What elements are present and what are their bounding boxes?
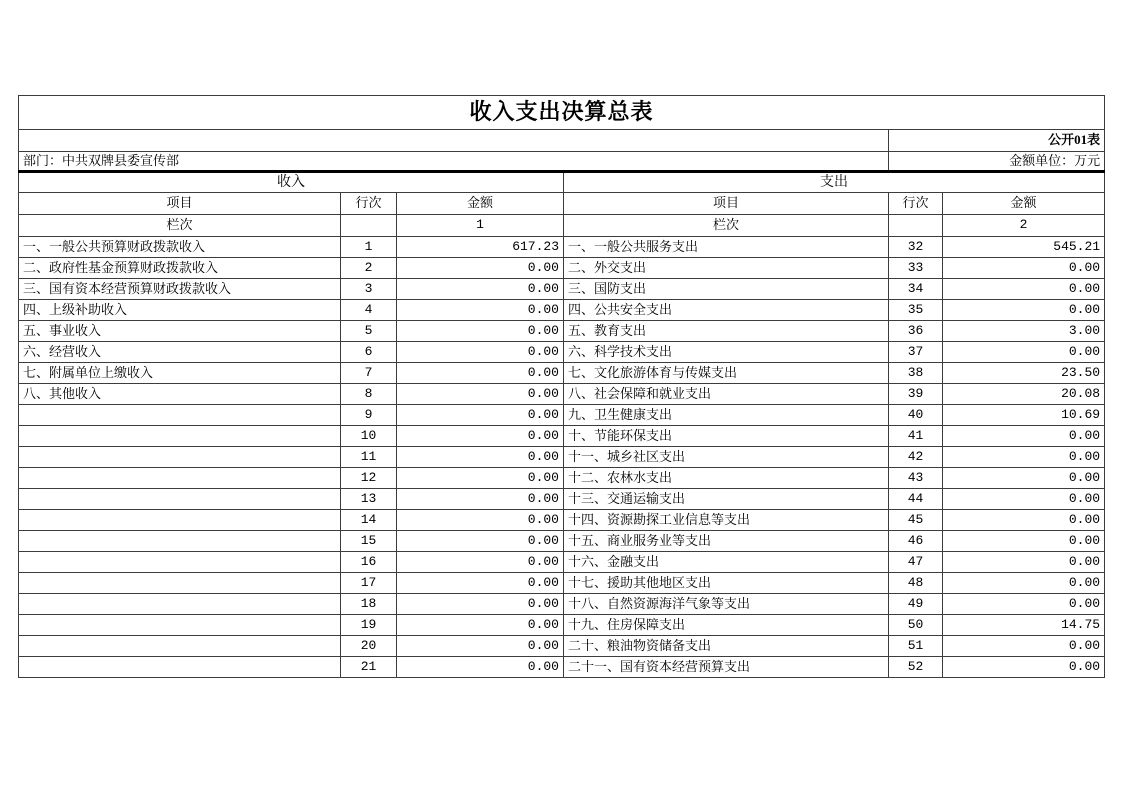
expenditure-line-number-cell: 40 xyxy=(889,405,943,426)
expenditure-item-cell: 二、外交支出 xyxy=(564,258,889,279)
income-line-number-cell: 19 xyxy=(341,615,397,636)
expenditure-lane-spacer xyxy=(889,215,943,237)
income-amount-cell: 0.00 xyxy=(397,573,564,594)
table-row xyxy=(19,468,1105,489)
expenditure-amount-cell: 0.00 xyxy=(943,468,1105,489)
income-item-cell: 八、其他收入 xyxy=(19,384,341,405)
expenditure-item-cell: 二十一、国有资本经营预算支出 xyxy=(564,657,889,678)
income-item-cell xyxy=(19,636,341,657)
income-line-number-cell: 20 xyxy=(341,636,397,657)
income-item-cell xyxy=(19,405,341,426)
income-amount-cell: 0.00 xyxy=(397,657,564,678)
expenditure-item-cell: 十九、住房保障支出 xyxy=(564,615,889,636)
expenditure-item-cell: 三、国防支出 xyxy=(564,279,889,300)
form-number-row xyxy=(19,130,1105,152)
expenditure-line-number-cell: 47 xyxy=(889,552,943,573)
income-item-cell xyxy=(19,489,341,510)
expenditure-item-cell: 八、社会保障和就业支出 xyxy=(564,384,889,405)
expenditure-lane-number: 2 xyxy=(943,215,1105,237)
meta-row xyxy=(19,152,1105,172)
income-line-number-cell: 12 xyxy=(341,468,397,489)
table-row xyxy=(19,426,1105,447)
expenditure-amount-cell: 0.00 xyxy=(943,426,1105,447)
income-amount-cell: 0.00 xyxy=(397,636,564,657)
income-amount-cell: 0.00 xyxy=(397,447,564,468)
income-item-cell: 三、国有资本经营预算财政拨款收入 xyxy=(19,279,341,300)
form-number-label: 公开01表 xyxy=(889,130,1105,152)
income-amount-cell: 0.00 xyxy=(397,384,564,405)
income-amount-cell: 0.00 xyxy=(397,468,564,489)
expenditure-line-number-cell: 48 xyxy=(889,573,943,594)
expenditure-amount-cell: 0.00 xyxy=(943,342,1105,363)
income-line-number-cell: 15 xyxy=(341,531,397,552)
income-line-number-cell: 16 xyxy=(341,552,397,573)
table-row xyxy=(19,615,1105,636)
column-header-row xyxy=(19,193,1105,215)
income-item-cell: 二、政府性基金预算财政拨款收入 xyxy=(19,258,341,279)
expenditure-item-cell: 十四、资源勘探工业信息等支出 xyxy=(564,510,889,531)
income-item-column-header: 项目 xyxy=(19,193,341,215)
expenditure-item-cell: 十一、城乡社区支出 xyxy=(564,447,889,468)
section-header-row xyxy=(19,172,1105,193)
income-amount-cell: 0.00 xyxy=(397,594,564,615)
lane-number-row xyxy=(19,215,1105,237)
expenditure-amount-cell: 0.00 xyxy=(943,447,1105,468)
expenditure-line-number-cell: 37 xyxy=(889,342,943,363)
expenditure-amount-cell: 0.00 xyxy=(943,510,1105,531)
income-line-number-cell: 10 xyxy=(341,426,397,447)
table-row xyxy=(19,237,1105,258)
income-item-cell xyxy=(19,657,341,678)
income-lane-number: 1 xyxy=(397,215,564,237)
income-line-number-cell: 3 xyxy=(341,279,397,300)
table-row xyxy=(19,489,1105,510)
income-item-cell: 六、经营收入 xyxy=(19,342,341,363)
expenditure-item-cell: 十七、援助其他地区支出 xyxy=(564,573,889,594)
table-row xyxy=(19,363,1105,384)
income-amount-cell: 0.00 xyxy=(397,342,564,363)
expenditure-amount-cell: 0.00 xyxy=(943,636,1105,657)
expenditure-lane-label: 栏次 xyxy=(564,215,889,237)
income-item-cell xyxy=(19,552,341,573)
expenditure-amount-cell: 0.00 xyxy=(943,594,1105,615)
income-item-cell xyxy=(19,510,341,531)
income-item-cell xyxy=(19,447,341,468)
expenditure-amount-cell: 0.00 xyxy=(943,300,1105,321)
income-lane-label: 栏次 xyxy=(19,215,341,237)
table-row xyxy=(19,636,1105,657)
expenditure-line-number-cell: 42 xyxy=(889,447,943,468)
income-amount-cell: 0.00 xyxy=(397,258,564,279)
income-item-cell xyxy=(19,426,341,447)
table-row xyxy=(19,510,1105,531)
income-line-number-cell: 9 xyxy=(341,405,397,426)
title-row xyxy=(19,96,1105,130)
income-line-number-cell: 17 xyxy=(341,573,397,594)
expenditure-item-cell: 七、文化旅游体育与传媒支出 xyxy=(564,363,889,384)
income-amount-cell: 617.23 xyxy=(397,237,564,258)
expenditure-section-header: 支出 xyxy=(564,172,1105,193)
table-row xyxy=(19,384,1105,405)
expenditure-line-number-cell: 49 xyxy=(889,594,943,615)
expenditure-amount-cell: 0.00 xyxy=(943,279,1105,300)
expenditure-item-cell: 十三、交通运输支出 xyxy=(564,489,889,510)
expenditure-item-cell: 五、教育支出 xyxy=(564,321,889,342)
expenditure-line-number-cell: 38 xyxy=(889,363,943,384)
expenditure-line-number-cell: 34 xyxy=(889,279,943,300)
table-body xyxy=(19,237,1105,678)
table-row xyxy=(19,300,1105,321)
expenditure-amount-cell: 545.21 xyxy=(943,237,1105,258)
expenditure-amount-cell: 0.00 xyxy=(943,531,1105,552)
income-amount-cell: 0.00 xyxy=(397,321,564,342)
income-amount-cell: 0.00 xyxy=(397,552,564,573)
income-item-cell: 四、上级补助收入 xyxy=(19,300,341,321)
table-row xyxy=(19,657,1105,678)
expenditure-amount-cell: 23.50 xyxy=(943,363,1105,384)
income-amount-cell: 0.00 xyxy=(397,489,564,510)
expenditure-line-column-header: 行次 xyxy=(889,193,943,215)
income-line-number-cell: 8 xyxy=(341,384,397,405)
expenditure-line-number-cell: 32 xyxy=(889,237,943,258)
table-row xyxy=(19,258,1105,279)
expenditure-line-number-cell: 51 xyxy=(889,636,943,657)
expenditure-line-number-cell: 44 xyxy=(889,489,943,510)
expenditure-item-cell: 一、一般公共服务支出 xyxy=(564,237,889,258)
income-amount-cell: 0.00 xyxy=(397,363,564,384)
income-item-cell xyxy=(19,468,341,489)
expenditure-item-cell: 六、科学技术支出 xyxy=(564,342,889,363)
income-amount-cell: 0.00 xyxy=(397,615,564,636)
expenditure-line-number-cell: 39 xyxy=(889,384,943,405)
expenditure-line-number-cell: 45 xyxy=(889,510,943,531)
expenditure-amount-cell: 3.00 xyxy=(943,321,1105,342)
income-item-cell: 一、一般公共预算财政拨款收入 xyxy=(19,237,341,258)
income-amount-cell: 0.00 xyxy=(397,300,564,321)
expenditure-line-number-cell: 46 xyxy=(889,531,943,552)
income-amount-cell: 0.00 xyxy=(397,531,564,552)
table-row xyxy=(19,552,1105,573)
income-line-column-header: 行次 xyxy=(341,193,397,215)
expenditure-amount-column-header: 金额 xyxy=(943,193,1105,215)
expenditure-item-cell: 十二、农林水支出 xyxy=(564,468,889,489)
income-item-cell xyxy=(19,615,341,636)
expenditure-amount-cell: 0.00 xyxy=(943,552,1105,573)
income-line-number-cell: 13 xyxy=(341,489,397,510)
income-line-number-cell: 14 xyxy=(341,510,397,531)
expenditure-line-number-cell: 35 xyxy=(889,300,943,321)
expenditure-line-number-cell: 36 xyxy=(889,321,943,342)
expenditure-item-cell: 十六、金融支出 xyxy=(564,552,889,573)
income-item-cell xyxy=(19,594,341,615)
expenditure-item-cell: 十五、商业服务业等支出 xyxy=(564,531,889,552)
unit-label: 金额单位：万元 xyxy=(889,152,1105,172)
income-line-number-cell: 2 xyxy=(341,258,397,279)
expenditure-amount-cell: 0.00 xyxy=(943,258,1105,279)
expenditure-amount-cell: 0.00 xyxy=(943,489,1105,510)
department-label: 部门：中共双牌县委宣传部 xyxy=(19,152,889,172)
expenditure-item-cell: 九、卫生健康支出 xyxy=(564,405,889,426)
expenditure-amount-cell: 10.69 xyxy=(943,405,1105,426)
final-accounts-table xyxy=(18,95,1105,678)
income-item-cell: 七、附属单位上缴收入 xyxy=(19,363,341,384)
expenditure-line-number-cell: 50 xyxy=(889,615,943,636)
expenditure-line-number-cell: 52 xyxy=(889,657,943,678)
income-section-header: 收入 xyxy=(19,172,564,193)
table-row xyxy=(19,342,1105,363)
expenditure-item-cell: 四、公共安全支出 xyxy=(564,300,889,321)
expenditure-item-column-header: 项目 xyxy=(564,193,889,215)
table-row xyxy=(19,531,1105,552)
expenditure-amount-cell: 20.08 xyxy=(943,384,1105,405)
expenditure-item-cell: 十、节能环保支出 xyxy=(564,426,889,447)
table-row xyxy=(19,447,1105,468)
expenditure-item-cell: 十八、自然资源海洋气象等支出 xyxy=(564,594,889,615)
expenditure-item-cell: 二十、粮油物资储备支出 xyxy=(564,636,889,657)
table-row xyxy=(19,321,1105,342)
income-lane-spacer xyxy=(341,215,397,237)
expenditure-line-number-cell: 43 xyxy=(889,468,943,489)
income-line-number-cell: 11 xyxy=(341,447,397,468)
form-number-spacer xyxy=(19,130,889,152)
expenditure-line-number-cell: 41 xyxy=(889,426,943,447)
page-title: 收入支出决算总表 xyxy=(19,96,1105,130)
income-amount-column-header: 金额 xyxy=(397,193,564,215)
income-line-number-cell: 18 xyxy=(341,594,397,615)
income-amount-cell: 0.00 xyxy=(397,279,564,300)
income-line-number-cell: 1 xyxy=(341,237,397,258)
table-row xyxy=(19,405,1105,426)
expenditure-amount-cell: 0.00 xyxy=(943,573,1105,594)
expenditure-amount-cell: 14.75 xyxy=(943,615,1105,636)
income-line-number-cell: 7 xyxy=(341,363,397,384)
income-line-number-cell: 21 xyxy=(341,657,397,678)
income-line-number-cell: 6 xyxy=(341,342,397,363)
income-line-number-cell: 5 xyxy=(341,321,397,342)
income-item-cell: 五、事业收入 xyxy=(19,321,341,342)
expenditure-line-number-cell: 33 xyxy=(889,258,943,279)
income-item-cell xyxy=(19,531,341,552)
income-amount-cell: 0.00 xyxy=(397,405,564,426)
income-amount-cell: 0.00 xyxy=(397,426,564,447)
table-row xyxy=(19,594,1105,615)
income-item-cell xyxy=(19,573,341,594)
table-row xyxy=(19,573,1105,594)
expenditure-amount-cell: 0.00 xyxy=(943,657,1105,678)
table-row xyxy=(19,279,1105,300)
income-line-number-cell: 4 xyxy=(341,300,397,321)
income-amount-cell: 0.00 xyxy=(397,510,564,531)
